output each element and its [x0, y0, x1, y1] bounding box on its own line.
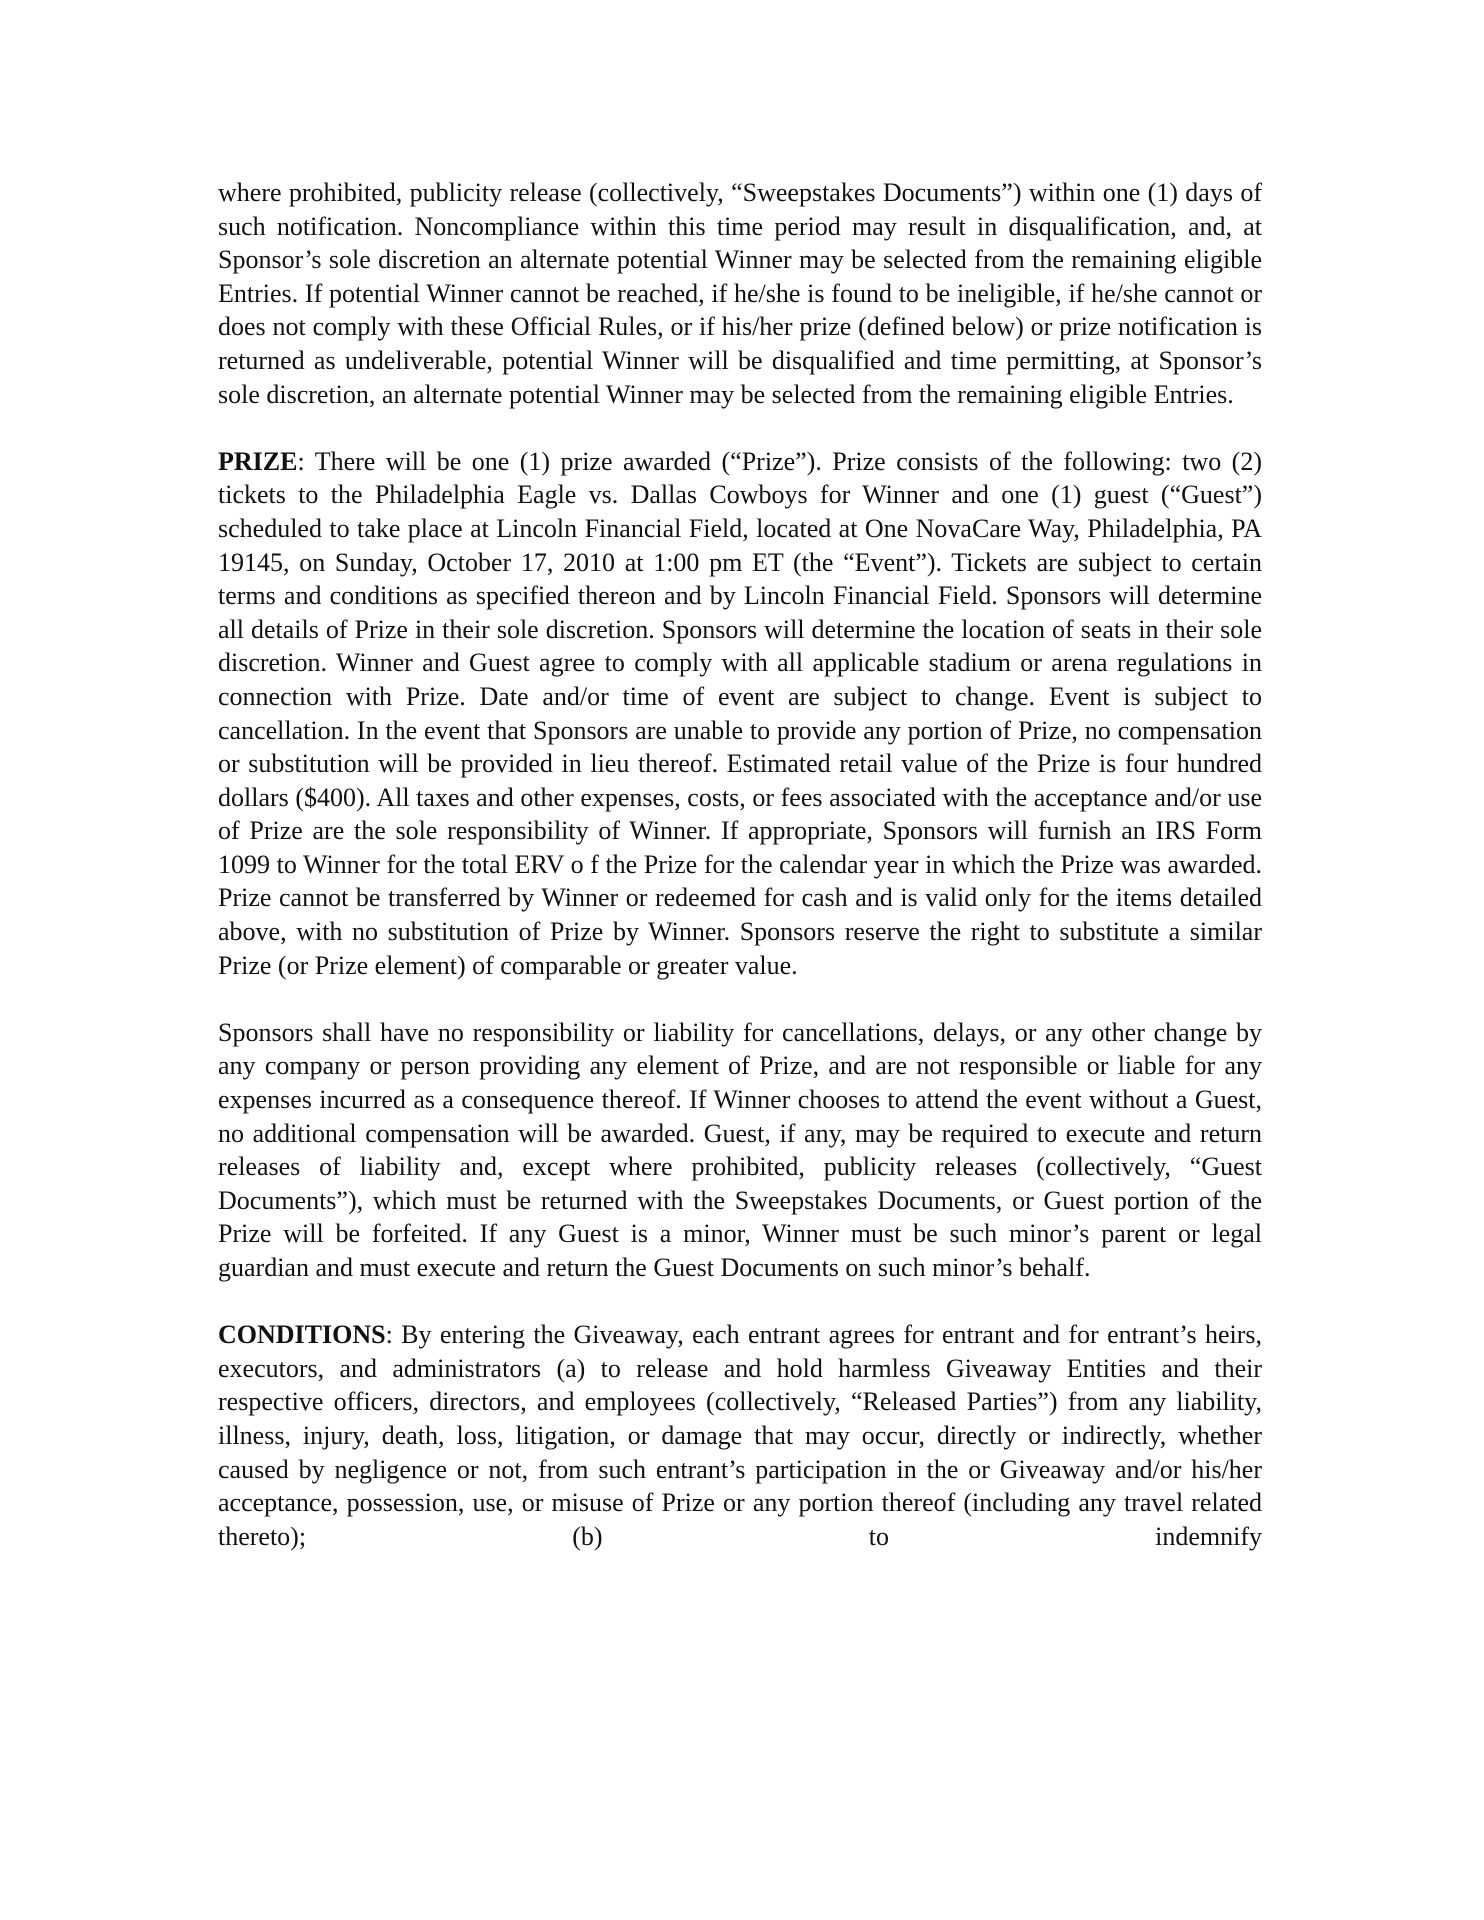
paragraph-text: where prohibited, publicity release (collectively, “Sweepstakes Documents”) within one (1) days of such notification. Noncompliance within this time period may result in disqualification, and, at Sponsor’s sole discretion an alternate potential Winner may be selected from the remaining eligible Entries. If potential Winner cannot be reached, if he/she is found to be ineligible, if he/she cannot or does not comply with these Official Rules, or if his/her prize (defined below) or prize notification is returned as undeliverable, potential Winner will be disqualified and time permitting, at Sponsor’s sole discretion, an alternate potential Winner may be selected from the remaining eligible Entries. [218, 178, 1262, 409]
paragraph-sponsor-liability [218, 1016, 1262, 1285]
paragraph-prize [218, 445, 1262, 983]
paragraph-text: There will be one (1) prize awarded (“Prize”). Prize consists of the following: two (2) tickets to the Philadelphia Eagle vs. Dallas Cowboys for Winner and one (1) guest (“Guest”) scheduled to take place at Lincoln Financial Field, located at One NovaCare Way, Philadelphia, PA 19145, on Sunday, October 17, 2010 at 1:00 pm ET (the “Event”). Tickets are subject to certain terms and conditions as specified thereon and by Lincoln Financial Field. Sponsors will determine all details of Prize in their sole discretion. Sponsors will determine the location of seats in their sole discretion. Winner and Guest agree to comply with all applicable stadium or arena regulations in connection with Prize. Date and/or time of event are subject to change. Event is subject to cancellation. In the event that Sponsors are unable to provide any portion of Prize, no compensation or substitution will be provided in lieu thereof. Estimated retail value of the Prize is four hundred dollars ($400). All taxes and other expenses, costs, or fees associated with the acceptance and/or use of Prize are the sole responsibility of Winner. If appropriate, Sponsors will furnish an IRS Form 1099 to Winner for the total ERV o f the Prize for the calendar year in which the Prize was awarded. Prize cannot be transferred by Winner or redeemed for cash and is valid only for the items detailed above, with no substitution of Prize by Winner. Sponsors reserve the right to substitute a similar Prize (or Prize element) of comparable or greater value. [218, 446, 1262, 980]
paragraph-text: Sponsors shall have no responsibility or liability for cancellations, delays, or any other change by any company or person providing any element of Prize, and are not responsible or liable for any expenses incurred as a consequence thereof. If Winner chooses to attend the event without a Guest, no additional compensation will be awarded. Guest, if any, may be required to execute and return releases of liability and, except where prohibited, publicity releases (collectively, “Guest Documents”), which must be returned with the Sweepstakes Documents, or Guest portion of the Prize will be forfeited. If any Guest is a minor, Winner must be such minor’s parent or legal guardian and must execute and return the Guest Documents on such minor’s behalf. [218, 1017, 1262, 1282]
section-heading-conditions: CONDITIONS [218, 1320, 386, 1350]
document-page [218, 176, 1262, 1553]
section-heading-prize: PRIZE [218, 446, 298, 476]
paragraph-text: By entering the Giveaway, each entrant agrees for entrant and for entrant’s heirs, executors, and administrators (a) to release and hold harmless Giveaway Entities and their respective officers, directors, and employees (collectively, “Released Parties”) from any liability, illness, injury, death, loss, litigation, or damage that may occur, directly or indirectly, whether caused by negligence or not, from such entrant’s participation in the or Giveaway and/or his/her acceptance, possession, use, or misuse of Prize or any portion thereof (including any travel related thereto); (b) to indemnify [218, 1320, 1262, 1551]
paragraph-winner-notification [218, 176, 1262, 411]
heading-separator: : [385, 1320, 402, 1350]
heading-separator: : [297, 446, 315, 476]
paragraph-conditions [218, 1318, 1262, 1553]
